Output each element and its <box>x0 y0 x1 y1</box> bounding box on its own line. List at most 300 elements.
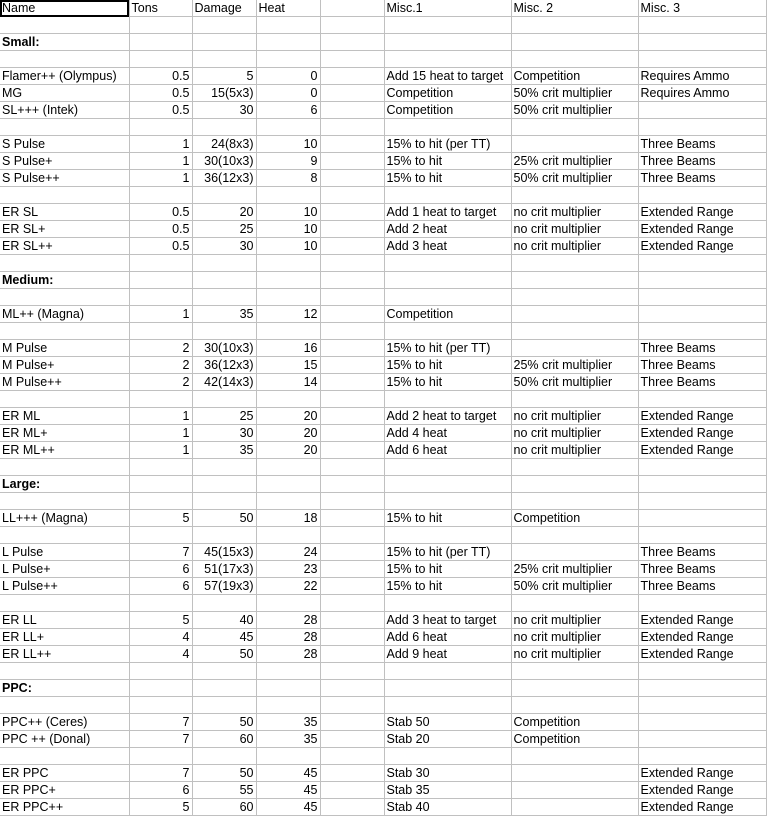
cell[interactable] <box>256 51 320 68</box>
cell[interactable] <box>320 255 384 272</box>
cell[interactable] <box>638 272 766 289</box>
cell-name[interactable]: ER SL <box>0 204 129 221</box>
cell[interactable] <box>320 289 384 306</box>
cell[interactable] <box>384 17 511 34</box>
cell-blank[interactable] <box>320 782 384 799</box>
cell-blank[interactable] <box>320 731 384 748</box>
cell-misc1[interactable]: Add 2 heat to target <box>384 408 511 425</box>
cell[interactable] <box>384 748 511 765</box>
cell-blank[interactable] <box>320 442 384 459</box>
cell[interactable] <box>0 119 129 136</box>
cell[interactable] <box>511 289 638 306</box>
cell[interactable] <box>256 476 320 493</box>
cell-tons[interactable]: 6 <box>129 578 192 595</box>
cell[interactable] <box>638 255 766 272</box>
cell[interactable] <box>192 527 256 544</box>
cell-heat[interactable]: 45 <box>256 782 320 799</box>
cell[interactable] <box>192 663 256 680</box>
cell[interactable] <box>320 119 384 136</box>
cell-heat[interactable]: 14 <box>256 374 320 391</box>
cell[interactable] <box>320 459 384 476</box>
cell-heat[interactable]: 9 <box>256 153 320 170</box>
cell-misc1[interactable]: Stab 40 <box>384 799 511 816</box>
cell[interactable] <box>320 187 384 204</box>
cell-misc1[interactable]: Add 3 heat <box>384 238 511 255</box>
cell-tons[interactable]: 7 <box>129 731 192 748</box>
cell-name[interactable]: ER ML+ <box>0 425 129 442</box>
section-label[interactable]: Small: <box>0 34 129 51</box>
cell[interactable] <box>320 748 384 765</box>
cell[interactable] <box>192 459 256 476</box>
cell-damage[interactable]: 30 <box>192 238 256 255</box>
cell[interactable] <box>0 187 129 204</box>
cell[interactable] <box>192 51 256 68</box>
cell[interactable] <box>192 323 256 340</box>
cell[interactable] <box>638 187 766 204</box>
cell-name[interactable]: ER LL+ <box>0 629 129 646</box>
cell-misc3[interactable] <box>638 714 766 731</box>
cell-tons[interactable]: 6 <box>129 561 192 578</box>
cell-misc1[interactable]: 15% to hit <box>384 170 511 187</box>
cell-damage[interactable]: 50 <box>192 510 256 527</box>
cell-misc1[interactable]: Add 9 heat <box>384 646 511 663</box>
cell-heat[interactable]: 10 <box>256 136 320 153</box>
cell-blank[interactable] <box>320 136 384 153</box>
cell[interactable] <box>129 697 192 714</box>
cell-misc2[interactable]: Competition <box>511 714 638 731</box>
cell[interactable] <box>320 391 384 408</box>
cell[interactable] <box>638 323 766 340</box>
cell-misc2[interactable]: no crit multiplier <box>511 442 638 459</box>
cell-misc2[interactable] <box>511 340 638 357</box>
cell-misc1[interactable]: Add 6 heat <box>384 629 511 646</box>
cell[interactable] <box>384 476 511 493</box>
cell-misc1[interactable]: Add 4 heat <box>384 425 511 442</box>
cell-misc2[interactable]: no crit multiplier <box>511 646 638 663</box>
cell[interactable] <box>511 493 638 510</box>
cell[interactable] <box>192 595 256 612</box>
cell-blank[interactable] <box>320 510 384 527</box>
header-cell-blank[interactable] <box>320 0 384 17</box>
cell-tons[interactable]: 1 <box>129 425 192 442</box>
cell[interactable] <box>129 748 192 765</box>
cell-heat[interactable]: 12 <box>256 306 320 323</box>
cell[interactable] <box>511 391 638 408</box>
cell-heat[interactable]: 6 <box>256 102 320 119</box>
cell-name[interactable]: ER PPC+ <box>0 782 129 799</box>
cell-blank[interactable] <box>320 85 384 102</box>
cell-tons[interactable]: 2 <box>129 340 192 357</box>
cell-misc1[interactable]: 15% to hit <box>384 578 511 595</box>
cell[interactable] <box>320 476 384 493</box>
cell-damage[interactable]: 50 <box>192 714 256 731</box>
cell[interactable] <box>511 187 638 204</box>
cell[interactable] <box>384 391 511 408</box>
cell[interactable] <box>129 272 192 289</box>
cell[interactable] <box>0 255 129 272</box>
cell-misc1[interactable]: Add 2 heat <box>384 221 511 238</box>
header-cell-name[interactable]: Name <box>0 0 129 17</box>
cell-tons[interactable]: 1 <box>129 153 192 170</box>
cell[interactable] <box>384 255 511 272</box>
cell-misc3[interactable]: Extended Range <box>638 629 766 646</box>
cell[interactable] <box>384 595 511 612</box>
cell[interactable] <box>0 17 129 34</box>
cell-misc2[interactable]: Competition <box>511 68 638 85</box>
cell[interactable] <box>129 391 192 408</box>
cell[interactable] <box>320 697 384 714</box>
cell-blank[interactable] <box>320 578 384 595</box>
cell[interactable] <box>320 51 384 68</box>
cell-misc1[interactable]: 15% to hit <box>384 153 511 170</box>
cell[interactable] <box>320 680 384 697</box>
cell-heat[interactable]: 45 <box>256 799 320 816</box>
cell-heat[interactable]: 20 <box>256 442 320 459</box>
cell-misc1[interactable]: Stab 30 <box>384 765 511 782</box>
cell[interactable] <box>320 323 384 340</box>
cell[interactable] <box>129 595 192 612</box>
cell[interactable] <box>0 663 129 680</box>
cell[interactable] <box>192 697 256 714</box>
cell-misc3[interactable]: Three Beams <box>638 544 766 561</box>
cell[interactable] <box>256 255 320 272</box>
cell-misc3[interactable]: Extended Range <box>638 442 766 459</box>
cell[interactable] <box>384 119 511 136</box>
cell-blank[interactable] <box>320 374 384 391</box>
cell-misc3[interactable]: Three Beams <box>638 357 766 374</box>
cell-name[interactable]: ER PPC++ <box>0 799 129 816</box>
cell[interactable] <box>320 527 384 544</box>
cell[interactable] <box>256 595 320 612</box>
cell-misc1[interactable]: Stab 50 <box>384 714 511 731</box>
cell-tons[interactable]: 2 <box>129 357 192 374</box>
cell-damage[interactable]: 24(8x3) <box>192 136 256 153</box>
cell[interactable] <box>0 527 129 544</box>
cell-misc3[interactable]: Extended Range <box>638 238 766 255</box>
cell[interactable] <box>638 459 766 476</box>
cell-heat[interactable]: 10 <box>256 221 320 238</box>
cell-misc2[interactable]: no crit multiplier <box>511 221 638 238</box>
cell[interactable] <box>0 493 129 510</box>
cell-damage[interactable]: 25 <box>192 221 256 238</box>
cell[interactable] <box>256 663 320 680</box>
cell[interactable] <box>192 391 256 408</box>
cell-misc3[interactable]: Three Beams <box>638 561 766 578</box>
cell[interactable] <box>256 272 320 289</box>
cell-tons[interactable]: 5 <box>129 510 192 527</box>
cell-damage[interactable]: 45(15x3) <box>192 544 256 561</box>
cell-damage[interactable]: 25 <box>192 408 256 425</box>
cell-blank[interactable] <box>320 646 384 663</box>
cell-misc2[interactable]: no crit multiplier <box>511 612 638 629</box>
cell-tons[interactable]: 0.5 <box>129 68 192 85</box>
cell-misc3[interactable]: Three Beams <box>638 578 766 595</box>
cell[interactable] <box>129 289 192 306</box>
cell-name[interactable]: ER SL++ <box>0 238 129 255</box>
cell-misc2[interactable]: no crit multiplier <box>511 204 638 221</box>
cell[interactable] <box>256 748 320 765</box>
cell[interactable] <box>511 119 638 136</box>
cell[interactable] <box>511 255 638 272</box>
cell-misc2[interactable]: 25% crit multiplier <box>511 153 638 170</box>
cell[interactable] <box>0 289 129 306</box>
cell[interactable] <box>256 697 320 714</box>
cell-blank[interactable] <box>320 799 384 816</box>
cell[interactable] <box>638 663 766 680</box>
cell-misc2[interactable]: no crit multiplier <box>511 408 638 425</box>
cell-name[interactable]: Flamer++ (Olympus) <box>0 68 129 85</box>
cell-tons[interactable]: 7 <box>129 544 192 561</box>
cell-tons[interactable]: 1 <box>129 170 192 187</box>
cell-tons[interactable]: 4 <box>129 646 192 663</box>
cell[interactable] <box>0 459 129 476</box>
cell-name[interactable]: M Pulse <box>0 340 129 357</box>
cell-name[interactable]: ER PPC <box>0 765 129 782</box>
cell[interactable] <box>511 272 638 289</box>
cell-damage[interactable]: 35 <box>192 442 256 459</box>
cell[interactable] <box>384 527 511 544</box>
cell-heat[interactable]: 15 <box>256 357 320 374</box>
cell[interactable] <box>638 17 766 34</box>
cell-misc3[interactable]: Extended Range <box>638 612 766 629</box>
cell[interactable] <box>129 323 192 340</box>
cell[interactable] <box>256 459 320 476</box>
cell[interactable] <box>638 476 766 493</box>
cell-name[interactable]: M Pulse+ <box>0 357 129 374</box>
cell-damage[interactable]: 51(17x3) <box>192 561 256 578</box>
cell-damage[interactable]: 15(5x3) <box>192 85 256 102</box>
cell-name[interactable]: L Pulse <box>0 544 129 561</box>
cell-heat[interactable]: 10 <box>256 238 320 255</box>
cell-heat[interactable]: 24 <box>256 544 320 561</box>
cell-tons[interactable]: 0.5 <box>129 85 192 102</box>
cell-misc3[interactable]: Three Beams <box>638 153 766 170</box>
cell[interactable] <box>638 697 766 714</box>
cell-misc1[interactable]: Competition <box>384 306 511 323</box>
cell[interactable] <box>384 51 511 68</box>
cell[interactable] <box>0 697 129 714</box>
cell[interactable] <box>384 680 511 697</box>
cell[interactable] <box>384 34 511 51</box>
cell-misc1[interactable]: Add 3 heat to target <box>384 612 511 629</box>
cell-misc2[interactable] <box>511 799 638 816</box>
header-cell-heat[interactable]: Heat <box>256 0 320 17</box>
cell-blank[interactable] <box>320 408 384 425</box>
cell[interactable] <box>511 51 638 68</box>
cell-misc2[interactable]: Competition <box>511 731 638 748</box>
cell[interactable] <box>511 595 638 612</box>
cell-name[interactable]: S Pulse++ <box>0 170 129 187</box>
section-label[interactable]: PPC: <box>0 680 129 697</box>
cell-blank[interactable] <box>320 238 384 255</box>
cell[interactable] <box>384 272 511 289</box>
cell-misc3[interactable]: Extended Range <box>638 765 766 782</box>
cell-blank[interactable] <box>320 68 384 85</box>
cell-damage[interactable]: 60 <box>192 799 256 816</box>
cell-tons[interactable]: 0.5 <box>129 102 192 119</box>
cell[interactable] <box>0 595 129 612</box>
cell-tons[interactable]: 2 <box>129 374 192 391</box>
cell[interactable] <box>638 493 766 510</box>
cell-misc3[interactable]: Extended Range <box>638 425 766 442</box>
cell[interactable] <box>192 34 256 51</box>
cell-tons[interactable]: 4 <box>129 629 192 646</box>
cell-tons[interactable]: 6 <box>129 782 192 799</box>
cell-heat[interactable]: 22 <box>256 578 320 595</box>
cell[interactable] <box>256 119 320 136</box>
cell-blank[interactable] <box>320 629 384 646</box>
cell-blank[interactable] <box>320 204 384 221</box>
cell[interactable] <box>384 187 511 204</box>
header-cell-misc2[interactable]: Misc. 2 <box>511 0 638 17</box>
cell-misc2[interactable]: 50% crit multiplier <box>511 578 638 595</box>
cell-blank[interactable] <box>320 357 384 374</box>
cell-tons[interactable]: 0.5 <box>129 221 192 238</box>
cell[interactable] <box>384 289 511 306</box>
cell-misc2[interactable] <box>511 306 638 323</box>
cell[interactable] <box>129 187 192 204</box>
cell-damage[interactable]: 57(19x3) <box>192 578 256 595</box>
cell-misc3[interactable]: Three Beams <box>638 136 766 153</box>
cell-tons[interactable]: 1 <box>129 408 192 425</box>
cell-misc3[interactable]: Extended Range <box>638 799 766 816</box>
cell[interactable] <box>256 17 320 34</box>
cell-misc1[interactable]: Competition <box>384 102 511 119</box>
cell[interactable] <box>0 323 129 340</box>
cell[interactable] <box>256 289 320 306</box>
cell[interactable] <box>129 493 192 510</box>
cell-heat[interactable]: 35 <box>256 731 320 748</box>
cell-misc2[interactable] <box>511 765 638 782</box>
cell-name[interactable]: SL+++ (Intek) <box>0 102 129 119</box>
header-cell-damage[interactable]: Damage <box>192 0 256 17</box>
cell-misc3[interactable]: Extended Range <box>638 221 766 238</box>
cell-name[interactable]: L Pulse+ <box>0 561 129 578</box>
cell-misc2[interactable] <box>511 544 638 561</box>
cell-damage[interactable]: 20 <box>192 204 256 221</box>
cell-misc1[interactable]: 15% to hit (per TT) <box>384 544 511 561</box>
cell-damage[interactable]: 45 <box>192 629 256 646</box>
cell-blank[interactable] <box>320 102 384 119</box>
cell[interactable] <box>638 527 766 544</box>
cell[interactable] <box>320 663 384 680</box>
cell-misc3[interactable]: Extended Range <box>638 782 766 799</box>
cell[interactable] <box>129 51 192 68</box>
cell[interactable] <box>638 289 766 306</box>
cell-name[interactable]: ER SL+ <box>0 221 129 238</box>
header-cell-misc1[interactable]: Misc.1 <box>384 0 511 17</box>
cell-tons[interactable]: 0.5 <box>129 238 192 255</box>
cell-name[interactable]: ER LL++ <box>0 646 129 663</box>
cell[interactable] <box>192 17 256 34</box>
cell[interactable] <box>511 476 638 493</box>
cell-blank[interactable] <box>320 340 384 357</box>
cell-misc2[interactable] <box>511 782 638 799</box>
cell-tons[interactable]: 5 <box>129 799 192 816</box>
cell-damage[interactable]: 50 <box>192 765 256 782</box>
cell[interactable] <box>638 748 766 765</box>
cell[interactable] <box>320 493 384 510</box>
cell-misc1[interactable]: 15% to hit (per TT) <box>384 136 511 153</box>
cell-misc3[interactable]: Extended Range <box>638 408 766 425</box>
cell-heat[interactable]: 28 <box>256 612 320 629</box>
cell-misc1[interactable]: 15% to hit <box>384 561 511 578</box>
cell[interactable] <box>192 119 256 136</box>
cell-tons[interactable]: 0.5 <box>129 204 192 221</box>
cell-misc1[interactable]: Add 1 heat to target <box>384 204 511 221</box>
cell-heat[interactable]: 28 <box>256 646 320 663</box>
cell-misc3[interactable]: Extended Range <box>638 204 766 221</box>
cell-damage[interactable]: 30(10x3) <box>192 153 256 170</box>
cell[interactable] <box>129 476 192 493</box>
cell[interactable] <box>256 527 320 544</box>
cell-heat[interactable]: 18 <box>256 510 320 527</box>
cell-blank[interactable] <box>320 612 384 629</box>
cell-heat[interactable]: 23 <box>256 561 320 578</box>
cell-name[interactable]: L Pulse++ <box>0 578 129 595</box>
cell-misc3[interactable]: Requires Ammo <box>638 68 766 85</box>
cell-damage[interactable]: 40 <box>192 612 256 629</box>
cell-name[interactable]: ER ML++ <box>0 442 129 459</box>
cell[interactable] <box>511 680 638 697</box>
cell-name[interactable]: S Pulse+ <box>0 153 129 170</box>
cell-misc1[interactable]: Add 15 heat to target <box>384 68 511 85</box>
cell-misc3[interactable] <box>638 102 766 119</box>
cell[interactable] <box>256 323 320 340</box>
cell-misc2[interactable]: 50% crit multiplier <box>511 85 638 102</box>
cell[interactable] <box>129 680 192 697</box>
cell-heat[interactable]: 0 <box>256 68 320 85</box>
cell[interactable] <box>256 493 320 510</box>
cell-damage[interactable]: 5 <box>192 68 256 85</box>
cell[interactable] <box>320 34 384 51</box>
cell[interactable] <box>129 34 192 51</box>
cell-damage[interactable]: 36(12x3) <box>192 357 256 374</box>
cell[interactable] <box>129 459 192 476</box>
cell-tons[interactable]: 5 <box>129 612 192 629</box>
cell-misc2[interactable]: 50% crit multiplier <box>511 170 638 187</box>
cell[interactable] <box>256 391 320 408</box>
cell-damage[interactable]: 30(10x3) <box>192 340 256 357</box>
cell[interactable] <box>192 493 256 510</box>
cell-blank[interactable] <box>320 221 384 238</box>
cell[interactable] <box>511 34 638 51</box>
cell-heat[interactable]: 0 <box>256 85 320 102</box>
cell[interactable] <box>192 272 256 289</box>
cell[interactable] <box>0 51 129 68</box>
cell[interactable] <box>192 748 256 765</box>
cell-name[interactable]: MG <box>0 85 129 102</box>
cell-misc1[interactable]: 15% to hit <box>384 510 511 527</box>
cell-heat[interactable]: 8 <box>256 170 320 187</box>
cell[interactable] <box>256 680 320 697</box>
cell-misc3[interactable]: Requires Ammo <box>638 85 766 102</box>
cell-name[interactable]: LL+++ (Magna) <box>0 510 129 527</box>
section-label[interactable]: Large: <box>0 476 129 493</box>
cell[interactable] <box>129 255 192 272</box>
cell[interactable] <box>511 697 638 714</box>
cell[interactable] <box>511 748 638 765</box>
cell[interactable] <box>192 187 256 204</box>
cell-heat[interactable]: 10 <box>256 204 320 221</box>
cell[interactable] <box>320 17 384 34</box>
cell-tons[interactable]: 7 <box>129 765 192 782</box>
cell-misc1[interactable]: Stab 20 <box>384 731 511 748</box>
cell-misc2[interactable]: 25% crit multiplier <box>511 357 638 374</box>
cell-name[interactable]: M Pulse++ <box>0 374 129 391</box>
cell-damage[interactable]: 30 <box>192 425 256 442</box>
cell[interactable] <box>384 459 511 476</box>
